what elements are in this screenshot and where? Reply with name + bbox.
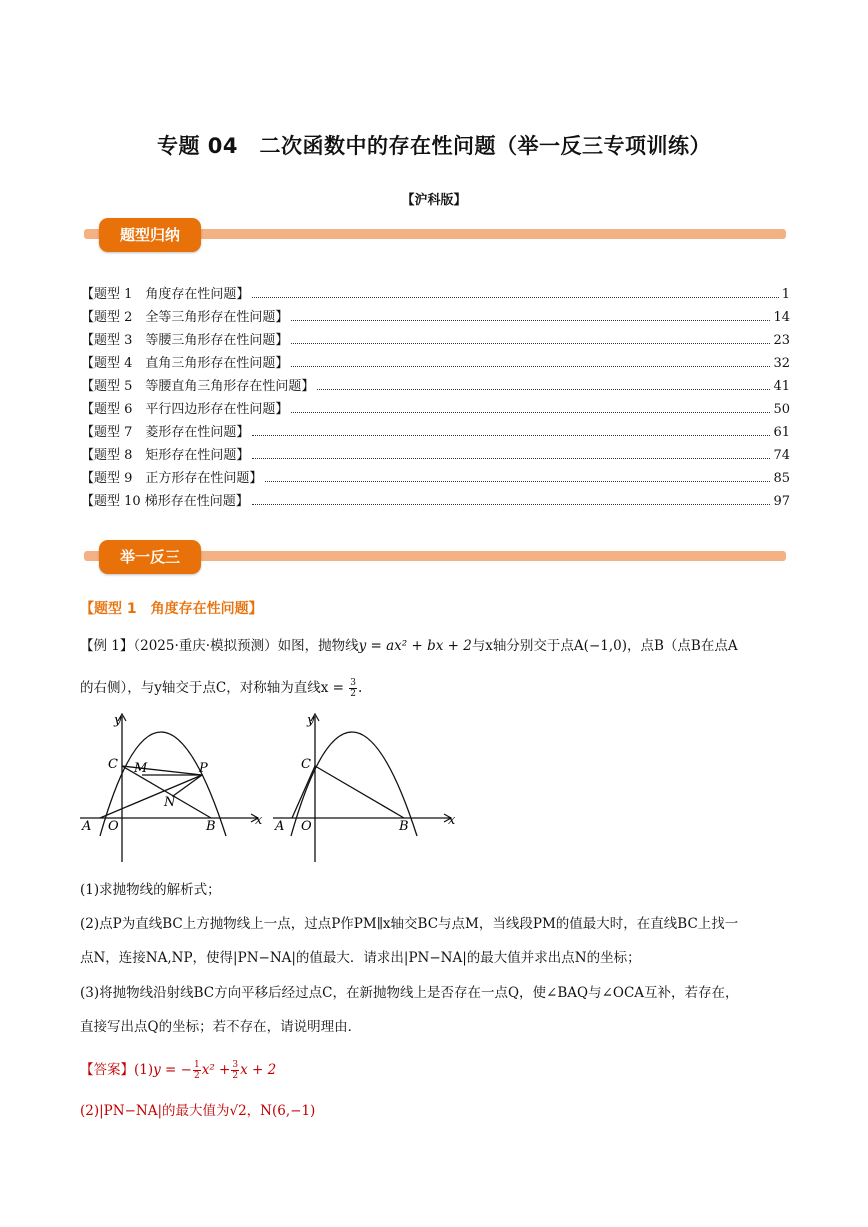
- toc-item-page: 23: [773, 333, 790, 348]
- page-title: 专题 04 二次函数中的存在性问题（举一反三专项训练）: [156, 134, 712, 158]
- toc-item-label: 【题型 1 角度存在性问题】: [81, 287, 250, 302]
- toc-leader: [265, 481, 770, 482]
- figure-1: [78, 712, 268, 864]
- toc-item[interactable]: [81, 329, 790, 352]
- label-o: O: [301, 819, 312, 834]
- example-line2-end: .: [357, 680, 363, 696]
- toc-item-page: 32: [773, 356, 790, 371]
- toc-item[interactable]: [81, 398, 790, 421]
- toc-item[interactable]: [81, 352, 790, 375]
- fraction-denominator: 2: [193, 1071, 200, 1081]
- answer-fraction-2: [231, 1060, 239, 1081]
- toc-item-label: 【题型 4 直角三角形存在性问题】: [81, 356, 289, 371]
- toc-item-page: 97: [773, 494, 790, 509]
- toc-item-page: 74: [773, 448, 790, 463]
- toc-item-page: 50: [773, 402, 790, 417]
- example-equation: y = ax² + bx + 2: [358, 638, 472, 654]
- label-n: N: [164, 795, 176, 810]
- toc-leader: [252, 504, 771, 505]
- segment-ac: [292, 766, 315, 818]
- segment-bc: [315, 766, 404, 818]
- toc-item[interactable]: [81, 375, 790, 398]
- toc-leader: [291, 366, 770, 367]
- answer-1-eq-mid: x² +: [201, 1062, 231, 1078]
- section-tag-summary: 题型归纳: [99, 218, 201, 252]
- label-c: C: [108, 757, 118, 772]
- label-x: x: [255, 813, 263, 828]
- segment-an-extended: [100, 775, 202, 818]
- toc-item-label: 【题型 7 菱形存在性问题】: [81, 425, 250, 440]
- example-line-1: [80, 636, 792, 656]
- toc-item-page: 41: [773, 379, 790, 394]
- example-prefix: 【例 1】（2025·重庆·模拟预测）如图，抛物线: [80, 638, 359, 654]
- fraction-numerator: 3: [232, 1060, 239, 1070]
- answer-2: (2)|PN−NA|的最大值为√2，N(6,−1): [80, 1103, 316, 1119]
- figure-2: [271, 712, 461, 864]
- label-c: C: [301, 757, 311, 772]
- toc-leader: [317, 389, 770, 390]
- question-1: (1)求抛物线的解析式；: [80, 882, 221, 898]
- toc-item-label: 【题型 2 全等三角形存在性问题】: [81, 310, 289, 325]
- toc-leader: [252, 297, 778, 298]
- table-of-contents: [81, 283, 790, 513]
- example-line-2: [80, 678, 792, 699]
- label-o: O: [108, 819, 119, 834]
- toc-item-label: 【题型 5 等腰直角三角形存在性问题】: [81, 379, 315, 394]
- question-2-line-1: (2)点P为直线BC上方抛物线上一点，过点P作PM∥x轴交BC与点M，当线段PM的值最大时，在直线BC上找一: [80, 916, 739, 932]
- toc-item[interactable]: [81, 421, 790, 444]
- label-x: x: [448, 813, 456, 828]
- question-2-line-2: 点N，连接NA,NP，使得|PN−NA|的值最大．请求出|PN−NA|的最大值并求出点N的坐标；: [80, 950, 641, 966]
- answer-1-prefix: (1): [134, 1062, 154, 1078]
- answer-tag: 【答案】: [80, 1062, 134, 1078]
- toc-leader: [291, 320, 770, 321]
- toc-item[interactable]: [81, 283, 790, 306]
- label-p: P: [199, 761, 208, 776]
- toc-item-page: 14: [773, 310, 790, 325]
- label-a: A: [82, 819, 92, 834]
- label-b: B: [206, 819, 216, 834]
- label-b: B: [399, 819, 409, 834]
- section-tag-practice: 举一反三: [99, 540, 201, 574]
- edition-label: 【沪科版】: [401, 193, 467, 208]
- toc-item[interactable]: [81, 444, 790, 467]
- label-m: M: [134, 761, 148, 776]
- question-3-line-1: (3)将抛物线沿射线BC方向平移后经过点C，在新抛物线上是否存在一点Q，使∠BAQ与∠OCA互补，若存在，: [80, 985, 739, 1001]
- fraction-denominator: 2: [232, 1071, 239, 1081]
- toc-item-label: 【题型 10 梯形存在性问题】: [81, 494, 249, 509]
- toc-leader: [291, 343, 770, 344]
- toc-item[interactable]: [81, 467, 790, 490]
- section-heading: 【题型 1 角度存在性问题】: [80, 601, 263, 617]
- toc-item[interactable]: [81, 490, 790, 513]
- toc-item[interactable]: [81, 306, 790, 329]
- axis-fraction: [349, 678, 357, 699]
- example-line2-text: 的右侧），与y轴交于点C，对称轴为直线x =: [80, 680, 344, 696]
- question-3-line-2: 直接写出点Q的坐标；若不存在，请说明理由．: [80, 1019, 362, 1035]
- toc-item-label: 【题型 9 正方形存在性问题】: [81, 471, 263, 486]
- toc-item-page: 1: [781, 287, 790, 302]
- fraction-numerator: 1: [193, 1060, 200, 1070]
- fraction-numerator: 3: [350, 678, 356, 688]
- fraction-denominator: 2: [350, 689, 356, 699]
- example-mid: 与x轴分别交于点A(−1,0)，点B（点B在点A: [471, 638, 738, 654]
- answer-1: [80, 1060, 792, 1081]
- toc-leader: [252, 435, 770, 436]
- answer-1-eq-end: x + 2: [240, 1062, 277, 1078]
- toc-item-label: 【题型 3 等腰三角形存在性问题】: [81, 333, 289, 348]
- toc-item-page: 61: [773, 425, 790, 440]
- toc-leader: [252, 458, 770, 459]
- toc-item-label: 【题型 6 平行四边形存在性问题】: [81, 402, 289, 417]
- answer-1-eq-start: y = −: [153, 1062, 192, 1078]
- label-y: y: [307, 713, 315, 728]
- toc-item-label: 【题型 8 矩形存在性问题】: [81, 448, 250, 463]
- toc-item-page: 85: [773, 471, 790, 486]
- answer-fraction-1: [193, 1060, 201, 1081]
- toc-leader: [291, 412, 770, 413]
- label-y: y: [114, 713, 122, 728]
- label-a: A: [275, 819, 285, 834]
